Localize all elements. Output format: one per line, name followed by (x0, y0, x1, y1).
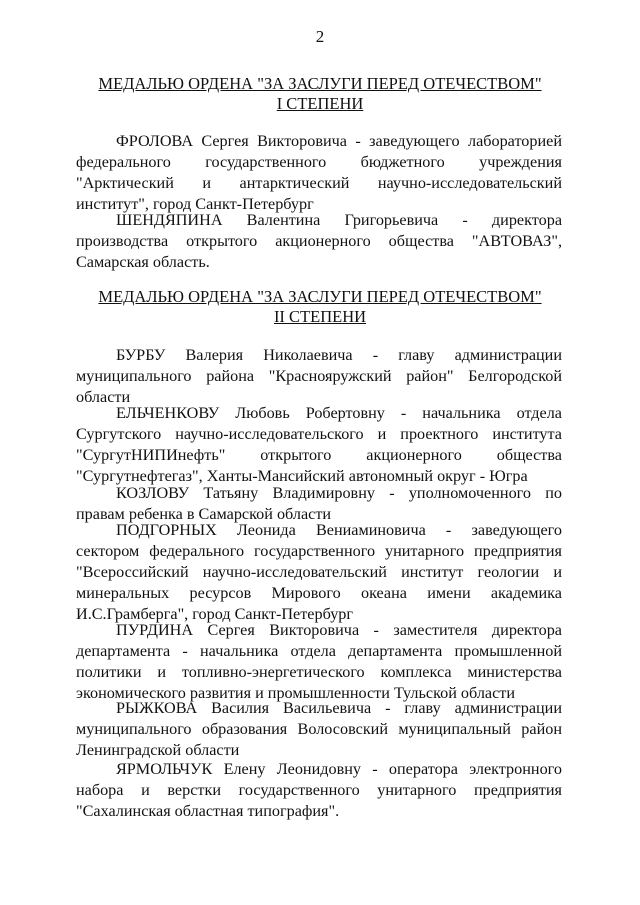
award-entry (76, 620, 562, 704)
entry-line: И.С.Грамберга", город Санкт-Петербург (76, 605, 354, 623)
award-entry (76, 520, 562, 625)
award-entry (76, 345, 562, 408)
entry-line: Самарская область. (76, 253, 210, 271)
section-heading-line: МЕДАЛЬЮ ОРДЕНА "ЗА ЗАСЛУГИ ПЕРЕД ОТЕЧЕСТВОМ" (98, 74, 542, 93)
entry-line: ФРОЛОВА Сергея Викторовича - заведующего лабораторией (116, 132, 562, 150)
entry-line: институт", город Санкт-Петербург (76, 195, 314, 213)
entry-line: РЫЖКОВА Василия Васильевича - главу администрации (116, 699, 562, 717)
entry-line: "Сургутнефтегаз", Ханты-Мансийский автономный округ - Югра (76, 467, 528, 485)
entry-line: ЕЛЬЧЕНКОВУ Любовь Робертовну - начальника отдела (116, 404, 562, 422)
page-number: 2 (315, 27, 325, 46)
section-heading-line: II СТЕПЕНИ (273, 307, 367, 326)
entry-line: Ленинградской области (76, 741, 240, 759)
section-heading-line: МЕДАЛЬЮ ОРДЕНА "ЗА ЗАСЛУГИ ПЕРЕД ОТЕЧЕСТВОМ" (98, 287, 542, 306)
section-heading (0, 287, 640, 327)
entry-line: политики и топливно-энергетического комплекса министерства (76, 663, 562, 681)
entry-line: муниципального района "Краснояружский район" Белгородской (76, 367, 562, 385)
entry-line: КОЗЛОВУ Татьяну Владимировну - уполномоченного по (116, 484, 562, 502)
entry-line: Сургутского научно-исследовательского и проектного института (76, 425, 562, 443)
entry-line: федерального государственного бюджетного учреждения (76, 153, 562, 171)
entry-line: правам ребенка в Самарской области (76, 505, 332, 523)
section-heading (0, 74, 640, 114)
entry-line: департамента - начальника отдела департамента промышленной (76, 642, 562, 660)
entry-line: муниципального образования Волосовский муниципальный район (76, 720, 562, 738)
entry-line: производства открытого акционерного общества "АВТОВАЗ", (76, 232, 562, 250)
section-heading-line: I СТЕПЕНИ (276, 94, 364, 113)
entry-line: "Арктический и антарктический научно-исследовательский (76, 174, 562, 192)
award-entry (76, 759, 562, 822)
award-entry (76, 131, 562, 215)
award-entry (76, 403, 562, 487)
entry-line: БУРБУ Валерия Николаевича - главу администрации (116, 346, 562, 364)
entry-line: "Всероссийский научно-исследовательский институт геологии и (76, 563, 562, 581)
entry-line: сектором федерального государственного унитарного предприятия (76, 542, 562, 560)
award-entry (76, 698, 562, 761)
award-entry (76, 483, 562, 525)
entry-line: области (76, 388, 131, 406)
entry-line: ШЕНДЯПИНА Валентина Григорьевича - директора (116, 211, 562, 229)
entry-line: ЯРМОЛЬЧУК Елену Леонидовну - оператора электронного (116, 760, 562, 778)
entry-line: минеральных ресурсов Мирового океана имени академика (76, 584, 562, 602)
entry-line: "СургутНИПИнефть" открытого акционерного общества (76, 446, 562, 464)
award-entry (76, 210, 562, 273)
entry-line: ПОДГОРНЫХ Леонида Вениаминовича - заведующего (116, 521, 562, 539)
entry-line: экономического развития и промышленности Тульской области (76, 684, 516, 702)
entry-line: набора и верстки государственного унитарного предприятия (76, 781, 562, 799)
entry-line: ПУРДИНА Сергея Викторовича - заместителя директора (116, 621, 562, 639)
entry-line: "Сахалинская областная типография". (76, 802, 340, 820)
